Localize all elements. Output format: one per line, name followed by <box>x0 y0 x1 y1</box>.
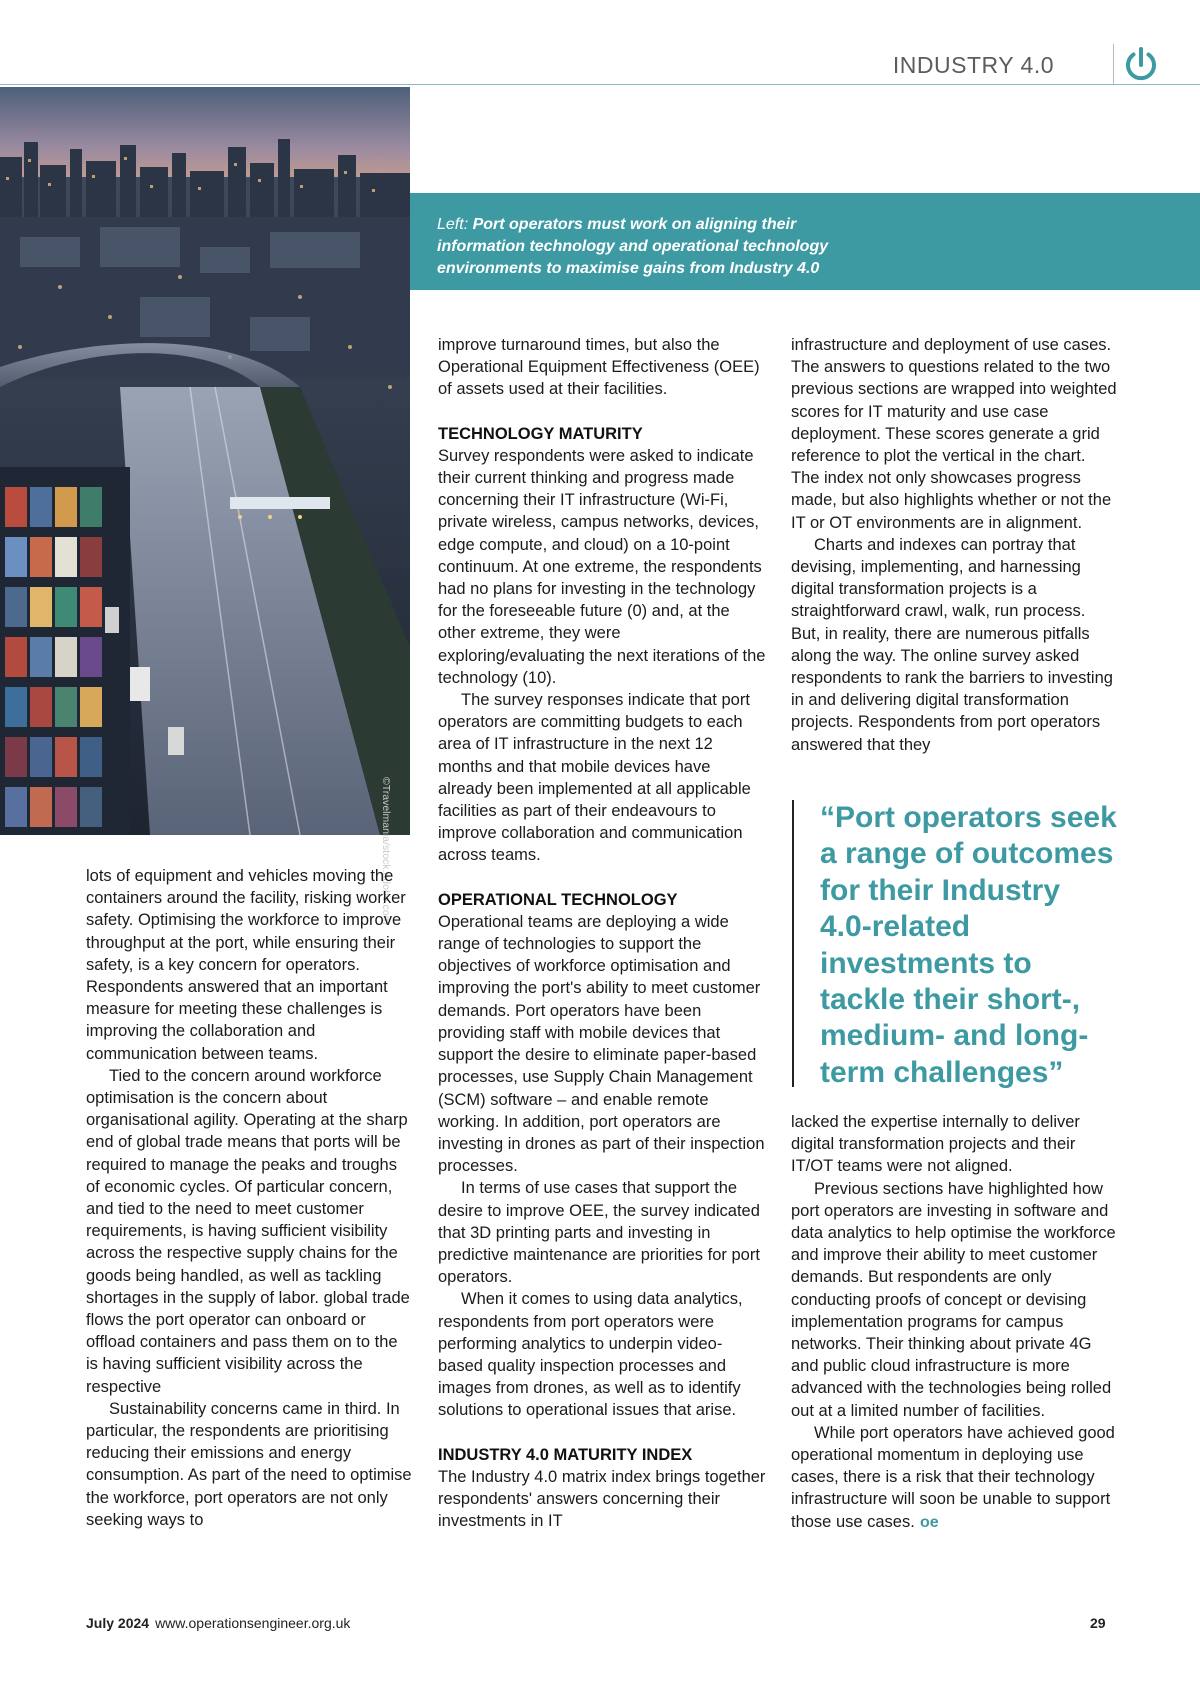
header-rule <box>0 84 1200 85</box>
right-paragraph-1: infrastructure and deployment of use cases. The answers to questions related to the two previous sections are wrapped into weighted scores for IT maturity and use case deployment. These scores generate a grid reference to plot the vertical in the chart. The index not only showcases progress made, but also highlights whether or not the IT or OT environments are in alignment. <box>791 336 1117 532</box>
right-paragraph-5: While port operators have achieved good operational momentum in deploying use cases, there is a risk that their technology infrastructure will soon be unable to support those use cases. <box>791 1423 1115 1531</box>
pull-quote-rule <box>792 800 794 1087</box>
heading-technology-maturity: TECHNOLOGY MATURITY <box>438 424 643 443</box>
photo-caption <box>437 214 877 280</box>
left-paragraph-3: Sustainability concerns came in third. In particular, the respondents are prioritising reducing their emissions and energy consumption. As part of the need to optimise the workforce, port operators are not only seeking ways to <box>86 1399 412 1529</box>
caption-lead: Left: <box>437 216 473 233</box>
port-photo <box>0 87 410 925</box>
section-label: INDUSTRY 4.0 <box>892 52 1054 78</box>
port-illustration <box>0 87 410 835</box>
middle-column <box>438 334 766 1532</box>
right-paragraph-3: lacked the expertise internally to deliver digital transformation projects and their IT/OT teams were not aligned. <box>791 1113 1080 1176</box>
right-column-bottom <box>791 1111 1117 1533</box>
caption-text: Port operators must work on aligning their information technology and operational technology environments to maximise gains from Industry 4.0 <box>437 216 829 277</box>
middle-paragraph-2: Survey respondents were asked to indicate their current thinking and progress made concerning their IT infrastructure (Wi-Fi, private wireless, campus networks, devices, edge compute, and cloud) on a 10-point continuum. At one extreme, the respondents had no plans for investing in the technology for the foreseeable future (0) and, at the other extreme, they were exploring/evaluating the next iterations of the technology (10). <box>438 446 766 687</box>
photo-credit: ©Travelmania/stock.adobe.com <box>380 777 392 925</box>
header-divider <box>1113 44 1114 84</box>
oe-end-logo-icon <box>920 1514 944 1529</box>
middle-paragraph-5: In terms of use cases that support the desire to improve OEE, the survey indicated that 3D printing parts and investing in predictive maintenance are priorities for port operators. <box>438 1179 760 1287</box>
svg-text:oe: oe <box>919 1513 939 1531</box>
heading-maturity-index: INDUSTRY 4.0 MATURITY INDEX <box>438 1445 693 1464</box>
right-column-top <box>791 334 1117 756</box>
left-column <box>86 865 412 1531</box>
left-paragraph-2: Tied to the concern around workforce optimisation is the concern about organisational agility. Operating at the sharp end of global trade means that ports will be required to manage the peaks and troughs of economic cycles. Of particular concern, and tied to the need to meet customer requirements, is having sufficient visibility across the respective supply chains for the goods being handled, as well as tackling shortages in the supply of labor. global trade flows the port operator can onboard or offload containers and pass them on to the is having sufficient visibility across the respective <box>86 1066 410 1396</box>
middle-paragraph-4: Operational teams are deploying a wide range of technologies to support the objectives of workforce optimisation and improving the port's ability to meet customer demands. Port operators have been providing staff with mobile devices that support the desire to eliminate paper-based processes, use Supply Chain Management (SCM) software – and enable remote working. In addition, port operators are investing in drones as part of their inspection processes. <box>438 912 765 1176</box>
middle-paragraph-3: The survey responses indicate that port operators are committing budgets to each area of IT infrastructure in the next 12 months and that mobile devices have already been implemented at all applicable facilities as part of their endeavours to improve collaboration and communication across teams. <box>438 691 751 865</box>
middle-paragraph-7: The Industry 4.0 matrix index brings together respondents' answers concerning their investments in IT <box>438 1467 766 1531</box>
right-paragraph-2: Charts and indexes can portray that devising, implementing, and harnessing digital transformation projects is a straightforward crawl, walk, run process. But, in reality, there are numerous pitfalls along the way. The online survey asked respondents to rank the barriers to investing in and delivering digital transformation projects. Respondents from port operators answered that they <box>791 535 1113 754</box>
power-icon <box>1121 44 1161 84</box>
left-paragraph-1: lots of equipment and vehicles moving the containers around the facility, risking worker safety. Optimising the workforce to improve throughput at the port, while ensuring their safety, is a key concern for operators. Respondents answered that an important measure for meeting these challenges is improving the collaboration and communication between teams. <box>86 867 406 1063</box>
heading-operational-technology: OPERATIONAL TECHNOLOGY <box>438 890 678 909</box>
middle-paragraph-1: improve turnaround times, but also the Operational Equipment Effectiveness (OEE) of assets used at their facilities. <box>438 336 760 399</box>
issue-date: July 2024 <box>86 1615 150 1631</box>
right-paragraph-5-wrap <box>791 1422 1117 1533</box>
footer <box>86 1615 350 1631</box>
middle-paragraph-6: When it comes to using data analytics, respondents from port operators were performing analytics to underpin video-based quality inspection processes and images from drones, as well as to identify solutions to operational issues that arise. <box>438 1290 743 1420</box>
site-url[interactable]: www.operationsengineer.org.uk <box>155 1615 351 1631</box>
pull-quote: “Port operators seek a range of outcomes for their Industry 4.0-related investments to tackle their short-, medium- and long-term challenges” <box>820 801 1117 1089</box>
right-paragraph-4: Previous sections have highlighted how port operators are investing in software and data analytics to help optimise the workforce and improve their ability to meet customer demands. But respondents are only conducting proofs of concept or devising implementation programs for campus networks. Their thinking about private 4G and public cloud infrastructure is more advanced with the technologies being rolled out at a limited number of facilities. <box>791 1179 1116 1420</box>
page-number: 29 <box>1090 1615 1106 1631</box>
